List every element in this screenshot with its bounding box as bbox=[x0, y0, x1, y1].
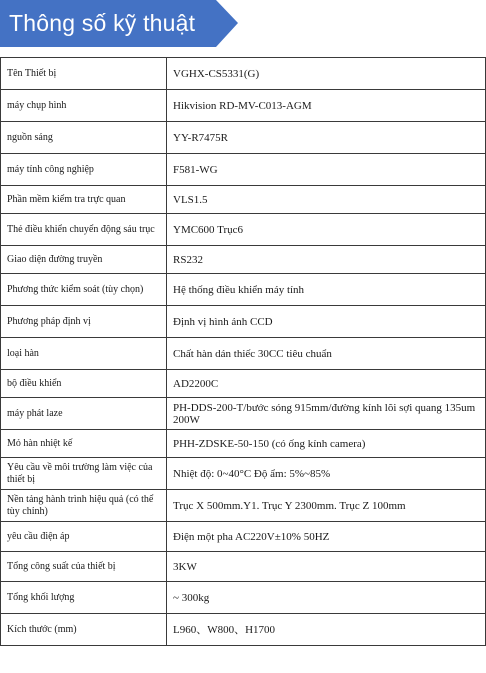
spec-row bbox=[1, 522, 486, 552]
title-banner bbox=[0, 0, 238, 47]
spec-label: máy tính công nghiệp bbox=[1, 154, 167, 186]
spec-label: Phương pháp định vị bbox=[1, 306, 167, 338]
spec-row bbox=[1, 582, 486, 614]
spec-row bbox=[1, 306, 486, 338]
spec-value: Nhiệt độ: 0~40°C Độ ẩm: 5%~85% bbox=[167, 458, 486, 490]
spec-row bbox=[1, 154, 486, 186]
spec-value: Hệ thống điều khiển máy tính bbox=[167, 274, 486, 306]
spec-label: Tổng khối lượng bbox=[1, 582, 167, 614]
spec-row bbox=[1, 430, 486, 458]
spec-value: F581-WG bbox=[167, 154, 486, 186]
spec-label: nguồn sáng bbox=[1, 122, 167, 154]
spec-value: AD2200C bbox=[167, 370, 486, 398]
spec-row bbox=[1, 214, 486, 246]
spec-label: Kích thước (mm) bbox=[1, 614, 167, 646]
spec-label: máy phát laze bbox=[1, 398, 167, 430]
spec-label: Tên Thiết bị bbox=[1, 58, 167, 90]
spec-row bbox=[1, 614, 486, 646]
spec-value: YY-R7475R bbox=[167, 122, 486, 154]
spec-value: YMC600 Trục6 bbox=[167, 214, 486, 246]
spec-row bbox=[1, 274, 486, 306]
spec-label: Phương thức kiểm soát (tùy chọn) bbox=[1, 274, 167, 306]
spec-label: Giao diện đường truyền bbox=[1, 246, 167, 274]
spec-label: Phần mềm kiểm tra trực quan bbox=[1, 186, 167, 214]
spec-value: PH-DDS-200-T/bước sóng 915mm/đường kính lõi sợi quang 135um 200W bbox=[167, 398, 486, 430]
page-title: Thông số kỹ thuật bbox=[9, 10, 196, 36]
spec-row bbox=[1, 246, 486, 274]
spec-value: ~ 300kg bbox=[167, 582, 486, 614]
spec-row bbox=[1, 552, 486, 582]
spec-value: 3KW bbox=[167, 552, 486, 582]
spec-row bbox=[1, 58, 486, 90]
spec-row bbox=[1, 398, 486, 430]
spec-value: RS232 bbox=[167, 246, 486, 274]
spec-label: máy chụp hình bbox=[1, 90, 167, 122]
spec-value: VGHX-CS5331(G) bbox=[167, 58, 486, 90]
spec-label: Tổng công suất của thiết bị bbox=[1, 552, 167, 582]
spec-row bbox=[1, 186, 486, 214]
spec-label: Mỏ hàn nhiệt kế bbox=[1, 430, 167, 458]
spec-value: Điện một pha AC220V±10% 50HZ bbox=[167, 522, 486, 552]
spec-value: VLS1.5 bbox=[167, 186, 486, 214]
spec-row bbox=[1, 490, 486, 522]
spec-label: yêu cầu điện áp bbox=[1, 522, 167, 552]
spec-row bbox=[1, 122, 486, 154]
spec-row bbox=[1, 458, 486, 490]
spec-table bbox=[0, 57, 486, 646]
spec-row bbox=[1, 370, 486, 398]
spec-row bbox=[1, 338, 486, 370]
spec-value: L960、W800、H1700 bbox=[167, 614, 486, 646]
spec-value: Định vị hình ảnh CCD bbox=[167, 306, 486, 338]
spec-row bbox=[1, 90, 486, 122]
spec-label: loại hàn bbox=[1, 338, 167, 370]
spec-value: Hikvision RD-MV-C013-AGM bbox=[167, 90, 486, 122]
spec-label: Yêu cầu về môi trường làm việc của thiết bị bbox=[1, 458, 167, 490]
spec-label: Thẻ điều khiển chuyển động sáu trục bbox=[1, 214, 167, 246]
spec-label: bộ điều khiển bbox=[1, 370, 167, 398]
spec-value: Trục X 500mm.Y1. Trục Y 2300mm. Trục Z 100mm bbox=[167, 490, 486, 522]
spec-label: Nền tảng hành trình hiệu quả (có thể tùy chỉnh) bbox=[1, 490, 167, 522]
spec-value: Chất hàn dán thiếc 30CC tiêu chuẩn bbox=[167, 338, 486, 370]
spec-value: PHH-ZDSKE-50-150 (có ống kính camera) bbox=[167, 430, 486, 458]
